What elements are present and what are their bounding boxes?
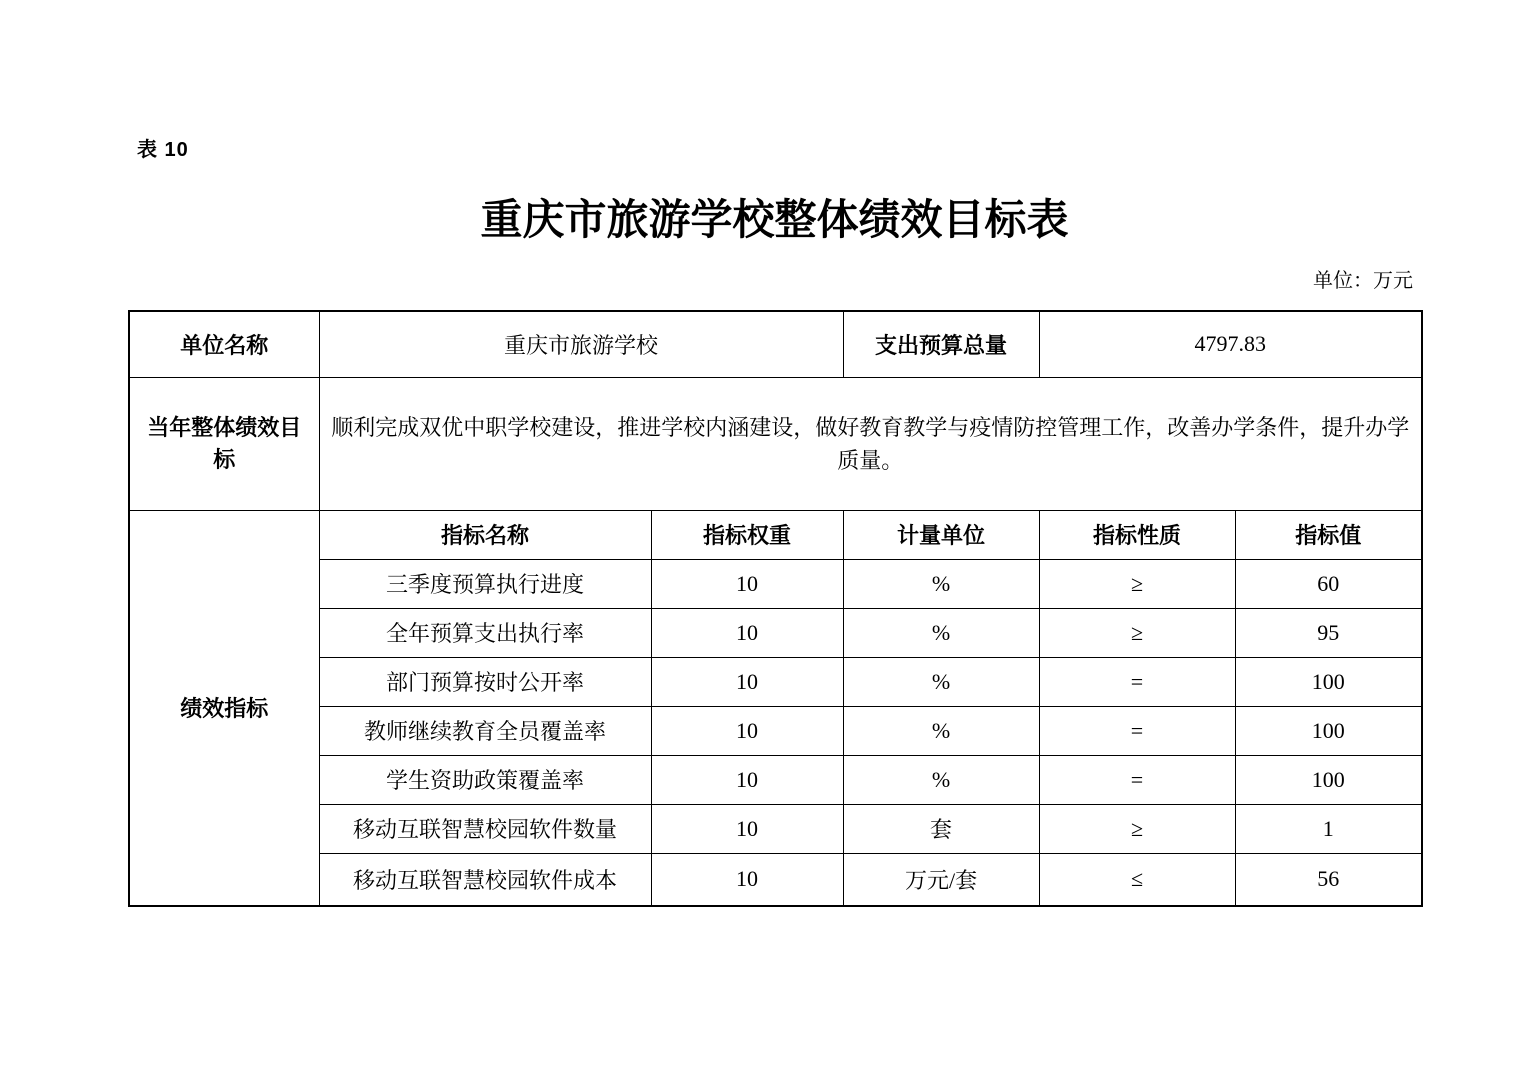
- annual-goal-text: 顺利完成双优中职学校建设，推进学校内涵建设，做好教育教学与疫情防控管理工作，改善办学条件，提升办学质量。: [319, 377, 1422, 510]
- table-header-row: [129, 510, 1422, 559]
- indicator-row: [129, 657, 1422, 706]
- col-header-indicator-value: 指标值: [1235, 510, 1422, 559]
- indicator-value: 100: [1235, 755, 1422, 804]
- col-header-indicator-weight: 指标权重: [651, 510, 843, 559]
- indicator-nature: ≥: [1039, 608, 1235, 657]
- indicator-unit: %: [843, 608, 1039, 657]
- currency-unit-note: 单位：万元: [1313, 270, 1413, 292]
- indicator-value: 100: [1235, 706, 1422, 755]
- indicator-weight: 10: [651, 804, 843, 853]
- indicator-row: [129, 559, 1422, 608]
- indicator-weight: 10: [651, 608, 843, 657]
- unit-name-value: 重庆市旅游学校: [319, 311, 843, 377]
- col-header-indicator-name: 指标名称: [319, 510, 651, 559]
- indicator-name: 部门预算按时公开率: [319, 657, 651, 706]
- indicator-name: 三季度预算执行进度: [319, 559, 651, 608]
- indicator-value: 56: [1235, 853, 1422, 906]
- indicator-row: [129, 804, 1422, 853]
- indicator-value: 95: [1235, 608, 1422, 657]
- indicator-name: 移动互联智慧校园软件成本: [319, 853, 651, 906]
- annual-goal-label: 当年整体绩效目标: [129, 377, 319, 510]
- indicator-name: 学生资助政策覆盖率: [319, 755, 651, 804]
- indicator-row: [129, 755, 1422, 804]
- table-row: [129, 311, 1422, 377]
- indicator-value: 1: [1235, 804, 1422, 853]
- indicator-row: [129, 853, 1422, 906]
- indicator-row: [129, 706, 1422, 755]
- indicator-nature: =: [1039, 706, 1235, 755]
- budget-total-value: 4797.83: [1039, 311, 1422, 377]
- indicator-nature: =: [1039, 657, 1235, 706]
- page-title: 重庆市旅游学校整体绩效目标表: [480, 196, 1069, 243]
- indicator-row: [129, 608, 1422, 657]
- col-header-measure-unit: 计量单位: [843, 510, 1039, 559]
- indicator-nature: ≥: [1039, 559, 1235, 608]
- indicator-name: 移动互联智慧校园软件数量: [319, 804, 651, 853]
- indicator-nature: =: [1039, 755, 1235, 804]
- indicator-weight: 10: [651, 559, 843, 608]
- table-number-label: 表 10: [137, 139, 189, 161]
- indicator-nature: ≤: [1039, 853, 1235, 906]
- indicator-nature: ≥: [1039, 804, 1235, 853]
- indicator-value: 100: [1235, 657, 1422, 706]
- indicator-unit: %: [843, 755, 1039, 804]
- indicator-weight: 10: [651, 657, 843, 706]
- indicator-unit: 套: [843, 804, 1039, 853]
- indicator-unit: 万元/套: [843, 853, 1039, 906]
- budget-total-label: 支出预算总量: [843, 311, 1039, 377]
- indicator-weight: 10: [651, 755, 843, 804]
- indicator-weight: 10: [651, 853, 843, 906]
- unit-name-label: 单位名称: [129, 311, 319, 377]
- col-header-indicator-nature: 指标性质: [1039, 510, 1235, 559]
- performance-target-table: [128, 310, 1423, 907]
- indicator-name: 教师继续教育全员覆盖率: [319, 706, 651, 755]
- indicator-value: 60: [1235, 559, 1422, 608]
- indicator-unit: %: [843, 559, 1039, 608]
- table-row: [129, 377, 1422, 510]
- indicator-weight: 10: [651, 706, 843, 755]
- indicator-unit: %: [843, 657, 1039, 706]
- indicator-name: 全年预算支出执行率: [319, 608, 651, 657]
- indicators-section-label: 绩效指标: [129, 510, 319, 906]
- indicator-unit: %: [843, 706, 1039, 755]
